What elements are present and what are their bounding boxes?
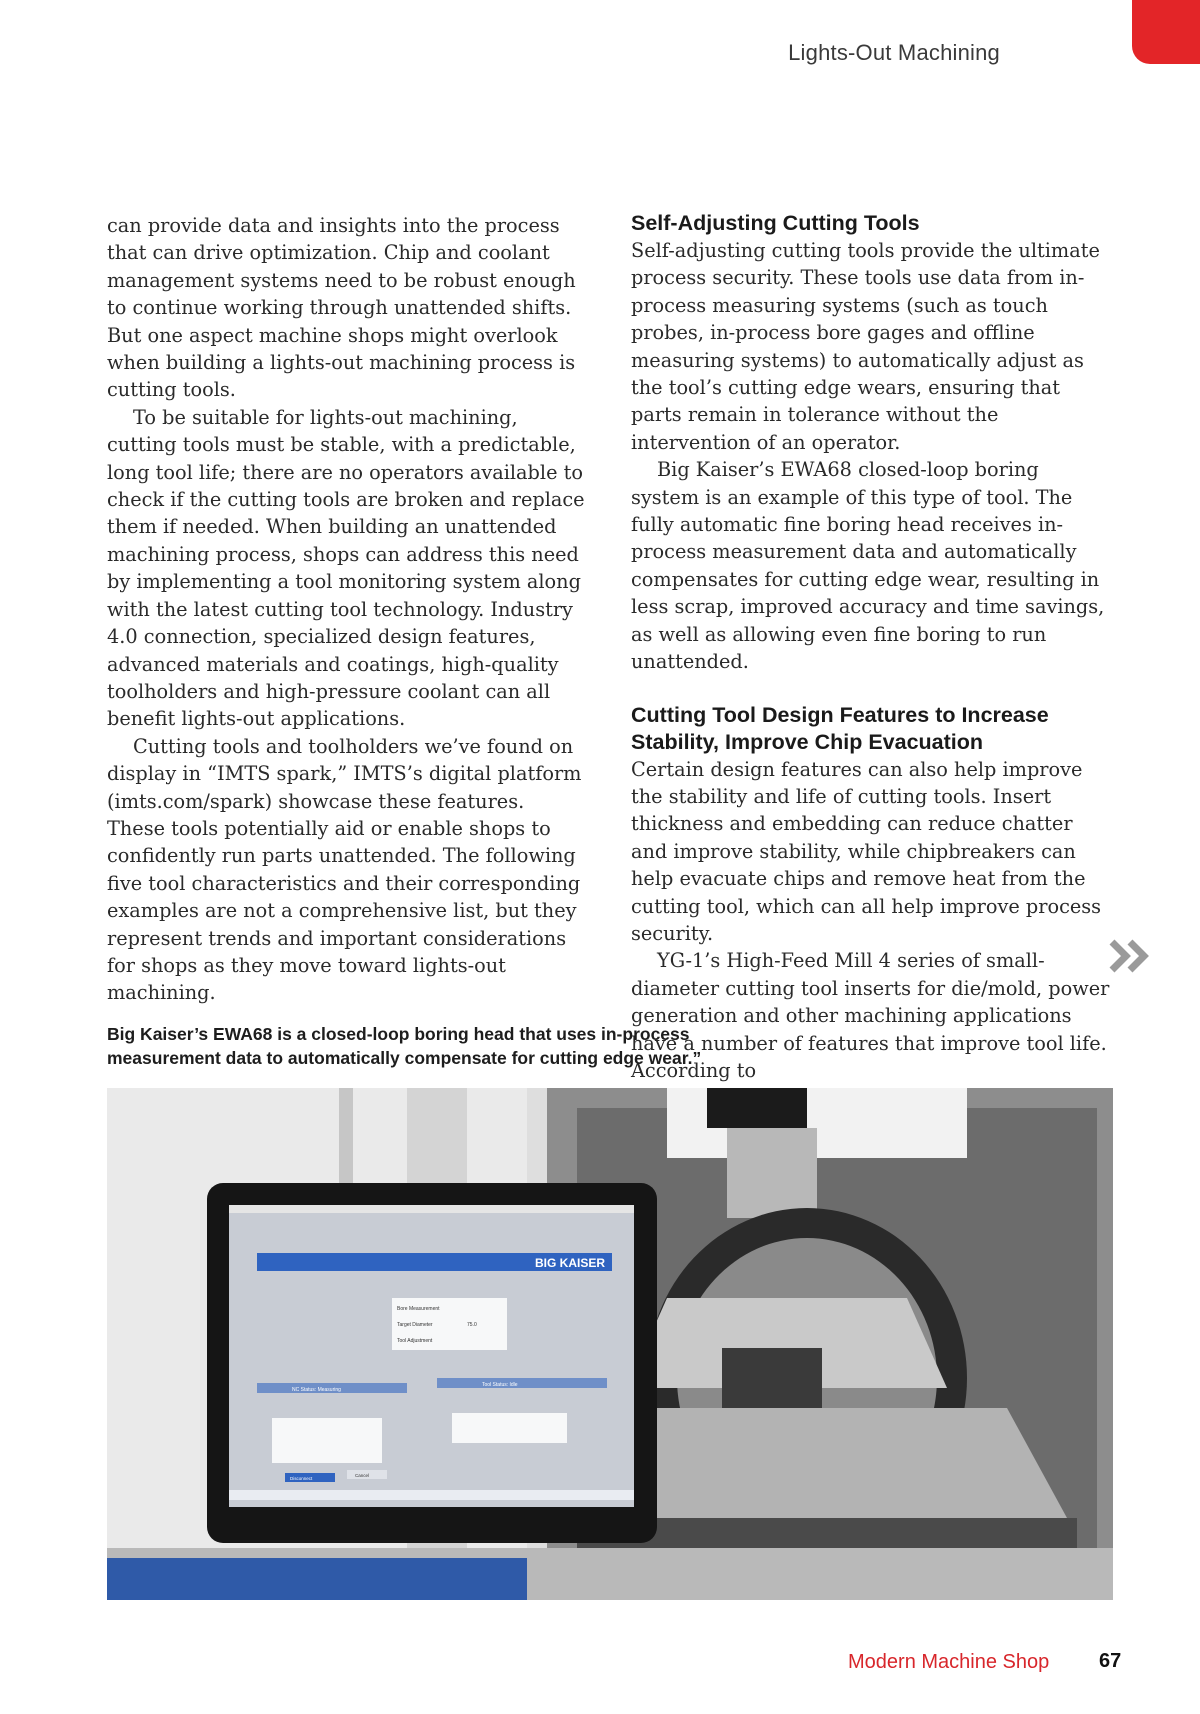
body-paragraph: YG-1’s High-Feed Mill 4 series of small-diameter cutting tool inserts for die/mold, power generation and other machining applications have a number of features that improve tool life. According to bbox=[631, 949, 1110, 1082]
section-tab-marker bbox=[1132, 0, 1200, 64]
running-header: Lights-Out Machining bbox=[788, 40, 1000, 65]
body-paragraph: Big Kaiser’s EWA68 closed-loop boring system is an example of this type of tool. The fully automatic fine boring head receives in-process measurement data and automatically compensates for cutting edge wear, resulting in less scrap, improved accuracy and time savings, as well as allowing even fine boring to run unattended. bbox=[631, 458, 1105, 674]
publication-name: Modern Machine Shop bbox=[848, 1651, 1050, 1673]
body-paragraph: Certain design features can also help improve the stability and life of cutting tools. Insert thickness and embedding can reduce chatter and improve stability, while chipbreakers can help evacuate chips and remove heat from the cutting tool, which can all help improve process security. bbox=[631, 757, 1102, 945]
screen-label: NC Status: Measuring bbox=[292, 1387, 341, 1393]
body-paragraph: Self-adjusting cutting tools provide the ultimate process security. These tools use data from in-process measuring systems (such as touch probes, in-process bore gages and offline measuring systems) to automatically adjust as the tool’s cutting edge wears, ensuring that parts remain in tolerance without the intervention of an operator. bbox=[631, 239, 1100, 454]
screen-value: 75.0 bbox=[467, 1322, 477, 1328]
machining-photo bbox=[107, 1088, 1113, 1600]
screen-button-label: Disconnect bbox=[290, 1476, 313, 1481]
screen-label: Tool Status: Idle bbox=[482, 1382, 518, 1388]
screen-label: Target Diameter bbox=[397, 1322, 433, 1328]
section-heading: Self-Adjusting Cutting Tools bbox=[631, 211, 920, 235]
left-column bbox=[107, 212, 587, 1007]
right-column bbox=[631, 210, 1111, 1084]
body-paragraph: Cutting tools and toolholders we’ve found on display in “IMTS spark,” IMTS’s digital platform (imts.com/spark) showcase these features. These tools potentially aid or enable shops to confidently run parts unattended. The following five tool characteristics and their corresponding examples are not a comprehensive list, but they represent trends and important considerations for shops as they move toward lights-out machining. bbox=[107, 734, 582, 1005]
figure-caption: Big Kaiser’s EWA68 is a closed-loop boring head that uses in-process measurement data to automatically compensate for cutting edge wear.” bbox=[107, 1024, 702, 1068]
double-chevron-right-icon bbox=[1108, 938, 1152, 974]
page-number: 67 bbox=[1099, 1650, 1122, 1672]
section-heading: Cutting Tool Design Features to Increase Stability, Improve Chip Evacuation bbox=[631, 702, 1049, 754]
screen-logo: BIG KAISER bbox=[534, 1256, 605, 1270]
screen-button-label: Cancel bbox=[355, 1473, 370, 1478]
body-paragraph: To be suitable for lights-out machining, cutting tools must be stable, with a predictable, long tool life; there are no operators available to check if the cutting tools are broken and replace them if needed. When building an unattended machining process, shops can address this need by implementing a tool monitoring system along with the latest cutting tool technology. Industry 4.0 connection, specialized design features, advanced materials and coatings, high-quality toolholders and high-pressure coolant can all benefit lights-out applications. bbox=[107, 405, 585, 731]
screen-label: Tool Adjustment bbox=[397, 1338, 433, 1344]
body-paragraph: can provide data and insights into the process that can drive optimization. Chip and coolant management systems need to be robust enough to continue working through unattended shifts. But one aspect machine shops might overlook when building a lights-out machining process is cutting tools. bbox=[107, 214, 576, 402]
screen-label: Bore Measurement bbox=[397, 1306, 440, 1312]
